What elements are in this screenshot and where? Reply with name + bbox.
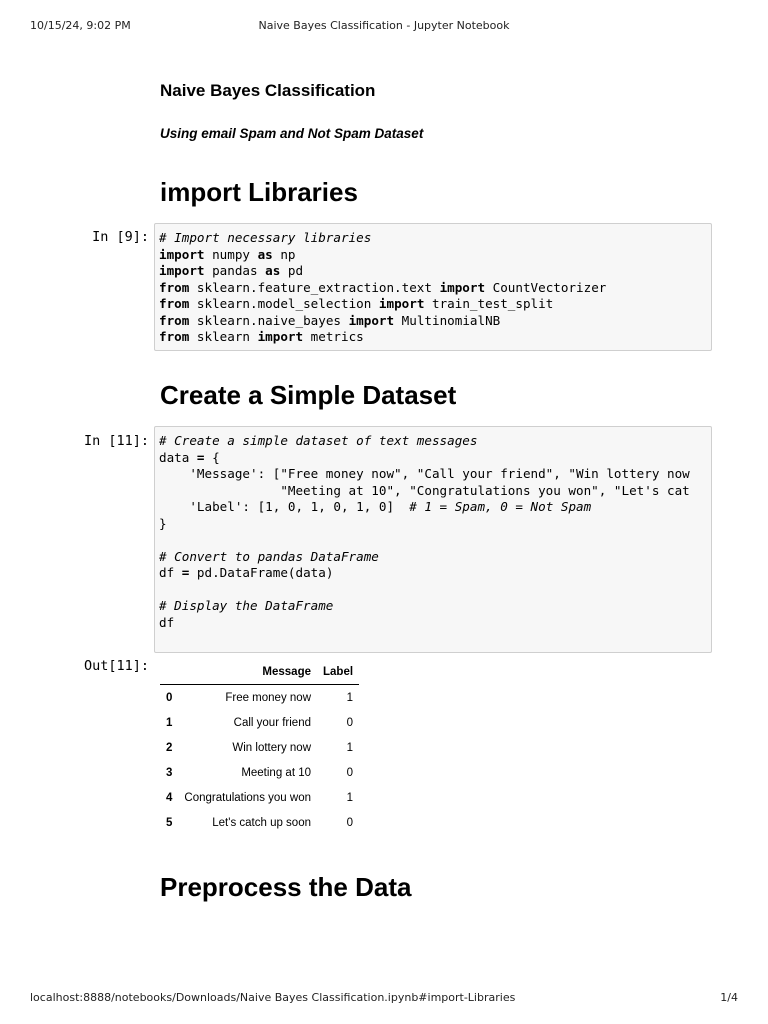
code-line xyxy=(159,549,379,564)
cell-message: Let's catch up soon xyxy=(212,816,311,829)
code-line xyxy=(159,516,167,531)
code-line xyxy=(159,263,303,278)
code-line xyxy=(159,565,333,580)
table-row xyxy=(160,685,359,711)
print-page-number: 1/4 xyxy=(720,991,738,1004)
code-line xyxy=(159,296,553,311)
print-url: localhost:8888/notebooks/Downloads/Naive Bayes Classification.ipynb#import-Libraries xyxy=(30,991,516,1004)
code-line xyxy=(159,598,333,613)
code-keyword: as xyxy=(265,263,281,278)
dataframe-output-table xyxy=(160,659,359,835)
code-comment: # Convert to pandas DataFrame xyxy=(159,548,379,564)
heading-create-dataset: Create a Simple Dataset xyxy=(160,380,457,410)
print-footer xyxy=(0,991,768,1005)
row-index: 0 xyxy=(166,691,173,704)
code-token: 'Message': ["Free money now", "Call your friend", "Win lottery now xyxy=(159,466,690,481)
code-token: } xyxy=(159,515,167,531)
code-keyword: from xyxy=(159,329,190,344)
cell-message: Meeting at 10 xyxy=(241,766,311,779)
code-keyword: from xyxy=(159,279,190,295)
cell-message: Call your friend xyxy=(233,716,311,729)
code-keyword: import xyxy=(257,329,304,344)
code-keyword: import xyxy=(378,296,425,311)
code-comment: # Import necessary libraries xyxy=(159,230,372,245)
notebook-title: Naive Bayes Classification xyxy=(160,81,376,100)
column-header-label: Label xyxy=(317,659,359,685)
code-keyword: import xyxy=(348,312,395,328)
code-keyword: = xyxy=(181,565,190,580)
code-token: pd xyxy=(280,263,304,278)
cell-message: Free money now xyxy=(225,691,311,704)
cell-label: 1 xyxy=(346,691,354,704)
cell-label: 0 xyxy=(346,766,354,779)
table-row xyxy=(160,785,359,810)
code-token: data xyxy=(159,449,197,465)
code-token: pd.DataFrame(data) xyxy=(189,565,334,580)
print-datetime: 10/15/24, 9:02 PM xyxy=(30,19,131,32)
table-row xyxy=(160,760,359,785)
code-keyword: import xyxy=(159,263,205,278)
table-header-row xyxy=(160,659,359,685)
code-keyword: import xyxy=(439,279,486,295)
column-header-message: Message xyxy=(178,659,317,685)
code-comment: # Create a simple dataset of text messages xyxy=(159,433,478,448)
code-line xyxy=(159,280,606,295)
code-token: numpy xyxy=(204,246,258,262)
code-comment: # 1 = Spam, 0 = Not Spam xyxy=(409,499,592,514)
notebook-subtitle: Using email Spam and Not Spam Dataset xyxy=(160,126,424,141)
code-line xyxy=(159,230,371,245)
code-line xyxy=(159,329,364,344)
table-row xyxy=(160,810,359,835)
code-token: "Meeting at 10", "Congratulations you won", "Let's cat xyxy=(159,482,690,498)
code-token: MultinomialNB xyxy=(394,312,501,328)
cell-label: 1 xyxy=(346,791,354,804)
code-token: { xyxy=(204,449,220,465)
row-index: 3 xyxy=(166,766,173,779)
cell2-output-prompt: Out[11]: xyxy=(83,658,149,674)
code-token: df xyxy=(159,565,182,580)
code-token: train_test_split xyxy=(424,296,554,311)
code-line xyxy=(159,483,690,498)
code-keyword: from xyxy=(159,312,190,328)
cell2-input-prompt: In [11]: xyxy=(83,433,149,449)
row-index: 1 xyxy=(166,716,173,729)
code-line xyxy=(159,433,477,448)
code-token: metrics xyxy=(303,329,364,344)
code-token: sklearn xyxy=(189,329,258,344)
code-cell-imports[interactable] xyxy=(154,223,712,351)
code-token: np xyxy=(272,246,296,262)
row-index: 5 xyxy=(166,816,173,829)
heading-preprocess-data: Preprocess the Data xyxy=(160,872,412,902)
code-line xyxy=(159,313,500,328)
row-index: 2 xyxy=(166,741,173,754)
cell1-input-prompt: In [9]: xyxy=(92,229,149,245)
code-keyword: as xyxy=(257,246,273,262)
code-line xyxy=(159,615,174,630)
code-line xyxy=(159,466,690,481)
cell-label: 1 xyxy=(346,741,354,754)
code-editor-imports[interactable] xyxy=(155,224,711,346)
cell-message: Congratulations you won xyxy=(184,791,311,804)
print-header xyxy=(0,19,768,33)
code-editor-dataset[interactable] xyxy=(155,427,711,631)
print-page-title: Naive Bayes Classification - Jupyter Notebook xyxy=(258,19,510,32)
table-row xyxy=(160,735,359,760)
heading-import-libraries: import Libraries xyxy=(160,177,358,207)
code-keyword: from xyxy=(159,296,190,311)
code-token: CountVectorizer xyxy=(485,279,607,295)
code-keyword: = xyxy=(196,449,205,465)
index-header xyxy=(160,659,178,685)
cell-label: 0 xyxy=(346,816,354,829)
code-comment: # Display the DataFrame xyxy=(159,598,334,613)
code-line xyxy=(159,450,220,465)
code-token: df xyxy=(159,614,175,630)
code-token: sklearn.model_selection xyxy=(189,296,379,311)
code-token: 'Label': [1, 0, 1, 0, 1, 0] xyxy=(159,499,410,514)
cell-label: 0 xyxy=(346,716,354,729)
row-index: 4 xyxy=(166,791,173,804)
code-token: sklearn.naive_bayes xyxy=(189,312,349,328)
code-line xyxy=(159,499,591,514)
cell-message: Win lottery now xyxy=(232,741,311,754)
code-token: pandas xyxy=(204,263,266,278)
code-line xyxy=(159,247,296,262)
code-token: sklearn.feature_extraction.text xyxy=(189,279,440,295)
code-keyword: import xyxy=(159,246,205,262)
code-cell-dataset[interactable] xyxy=(154,426,712,653)
table-row xyxy=(160,710,359,735)
